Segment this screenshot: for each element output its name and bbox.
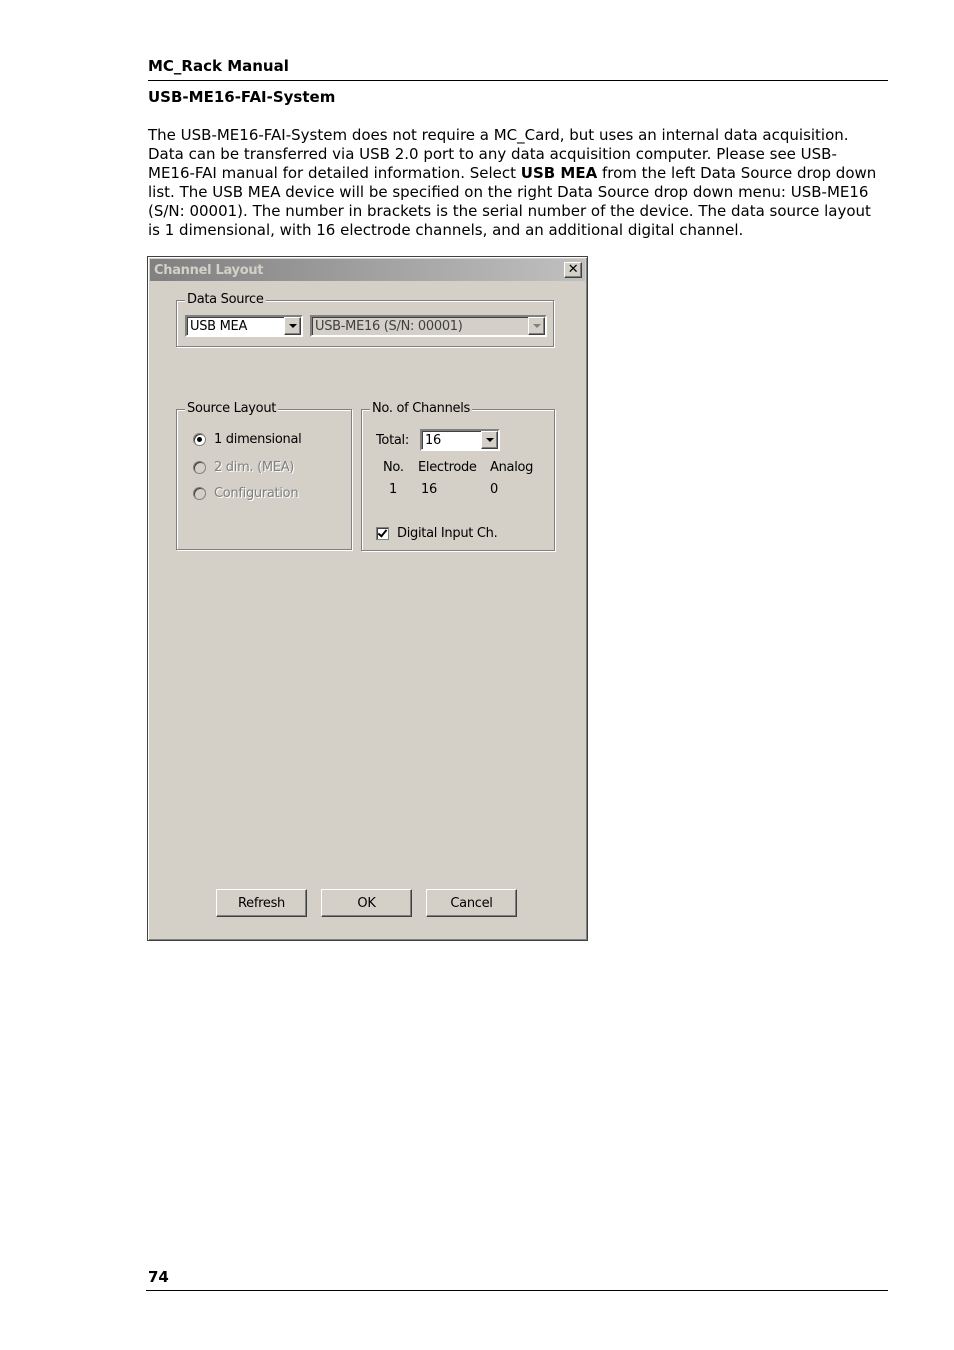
footer-rule: [146, 1290, 888, 1291]
channels-group: [361, 401, 555, 551]
value-electrode: 16: [421, 482, 437, 497]
radio-button-disabled: [193, 487, 206, 500]
dialog-title: Channel Layout: [154, 263, 264, 278]
chevron-down-icon: [486, 438, 494, 442]
radio-dot: [197, 437, 202, 442]
radio-configuration-label: Configuration: [214, 486, 299, 501]
total-label: Total:: [376, 433, 409, 448]
data-source-group: [176, 292, 554, 347]
source-type-value: USB MEA: [190, 319, 248, 334]
paragraph-text-2: from the left Data Source drop down list. The USB MEA device will be specified on the right Data Source drop down menu: USB-ME16 (S/N: 00001). The number in brackets is the serial number of the device. The data source layout is 1 dimensional, with 16 electrode channels, and an additional digital channel.: [148, 164, 877, 239]
refresh-button[interactable]: Refresh: [216, 889, 307, 917]
radio-2-dim-mea-label: 2 dim. (MEA): [214, 460, 295, 475]
header-electrode: Electrode: [418, 460, 477, 475]
chevron-down-icon: [533, 324, 541, 328]
total-channels-value: 16: [425, 433, 441, 448]
header-no: No.: [383, 460, 404, 475]
total-channels-dropdown-button[interactable]: [481, 431, 498, 449]
source-type-dropdown-button[interactable]: [284, 317, 301, 335]
radio-button-selected[interactable]: [193, 433, 206, 446]
header-analog: Analog: [490, 460, 534, 475]
close-icon: ✕: [567, 262, 579, 277]
total-channels-dropdown[interactable]: [420, 429, 500, 451]
dialog-titlebar[interactable]: [150, 259, 585, 281]
chevron-down-icon: [289, 324, 297, 328]
value-analog: 0: [490, 482, 498, 497]
paragraph-bold-usb-mea: USB MEA: [520, 164, 598, 182]
channel-layout-dialog: [147, 256, 588, 941]
data-source-label: Data Source: [187, 292, 264, 307]
cancel-button[interactable]: Cancel: [426, 889, 517, 917]
body-paragraph: [148, 126, 883, 240]
ok-button[interactable]: OK: [321, 889, 412, 917]
checkmark-icon: [378, 527, 388, 537]
close-button[interactable]: [564, 262, 582, 278]
radio-button-disabled: [193, 461, 206, 474]
value-no: 1: [389, 482, 397, 497]
digital-input-checkbox[interactable]: [376, 527, 389, 540]
paragraph-text-1: The USB-ME16-FAI-System does not require a MC_Card, but uses an internal data acquisition. Data can be transferred via USB 2.0 port to any data acquisition computer. Please see USB-ME16-FAI manual for detailed information. Select: [148, 126, 849, 182]
source-type-dropdown[interactable]: [185, 315, 303, 337]
header-rule: [148, 80, 888, 81]
source-layout-group: [176, 401, 352, 550]
running-head: MC_Rack Manual: [148, 57, 289, 75]
channels-label: No. of Channels: [372, 401, 471, 416]
radio-1-dimensional-label: 1 dimensional: [214, 432, 302, 447]
device-dropdown-button: [528, 317, 545, 335]
digital-input-label: Digital Input Ch.: [397, 526, 498, 541]
source-layout-label: Source Layout: [187, 401, 277, 416]
device-value: USB-ME16 (S/N: 00001): [315, 319, 463, 334]
section-title: USB-ME16-FAI-System: [148, 88, 336, 106]
device-dropdown: [310, 315, 547, 337]
page-number: 74: [148, 1268, 169, 1286]
